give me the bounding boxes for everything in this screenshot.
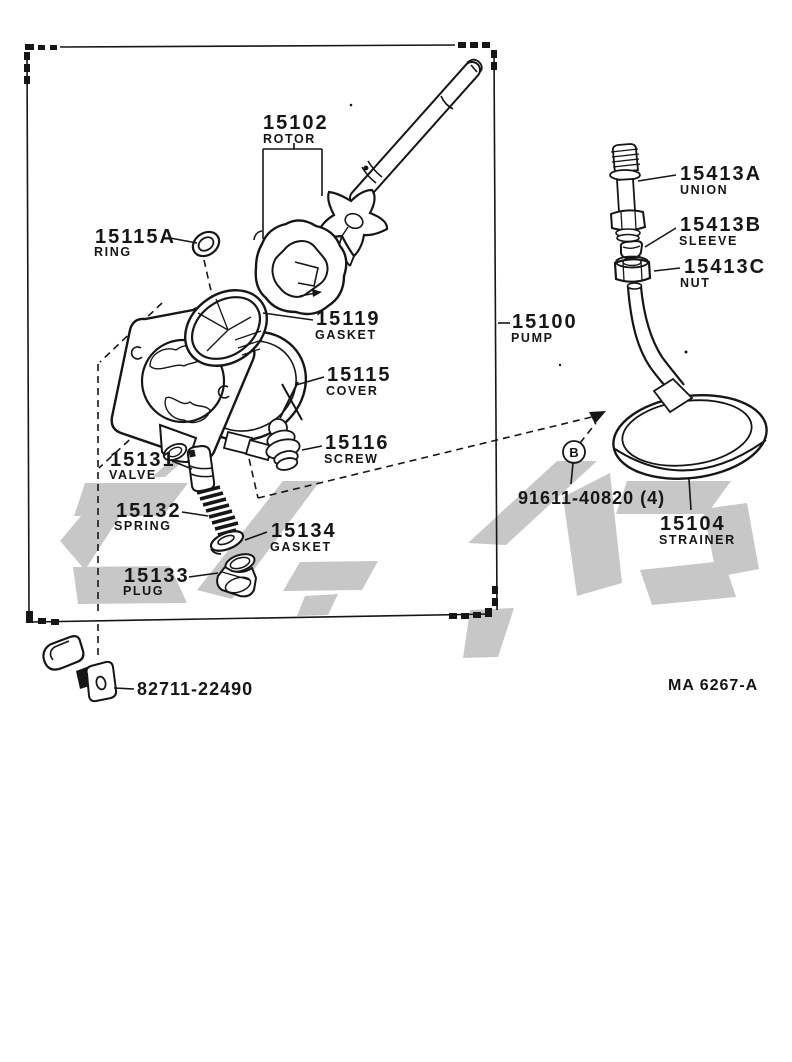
- watermark-logo: [60, 454, 759, 658]
- part-number-sleeve: 15413B: [680, 214, 763, 236]
- rotor-shaft-drawing: [358, 60, 482, 198]
- part-number-screw: 15116: [325, 432, 390, 454]
- part-name-strainer: STRAINER: [659, 533, 736, 547]
- part-number-valve: 15131: [110, 449, 176, 471]
- part-name-ring: RING: [94, 245, 132, 259]
- part-number-gasket-15134: 15134: [271, 520, 337, 542]
- inner-rotor-drawing: [254, 220, 346, 314]
- part-name-spring: SPRING: [114, 519, 172, 533]
- part-number-strainer: 15104: [660, 513, 726, 535]
- part-number-nut: 15413C: [684, 256, 767, 278]
- union-drawing: [610, 144, 645, 242]
- pipe-drawing: [628, 283, 693, 412]
- part-number-union: 15413A: [680, 163, 763, 185]
- part-number-cover: 15115: [327, 364, 392, 386]
- part-name-union: UNION: [680, 183, 729, 197]
- sleeve-drawing: [621, 241, 642, 258]
- part-name-valve: VALVE: [109, 468, 157, 482]
- assembly-direction-arrowhead: [589, 411, 606, 424]
- assembly-name: PUMP: [511, 331, 554, 345]
- assembly-number: 15100: [512, 311, 578, 333]
- screw-drawing: [264, 419, 301, 472]
- part-name-gasket-15119: GASKET: [315, 328, 377, 342]
- bracket-part-number: 82711-22490: [137, 679, 254, 699]
- part-name-cover: COVER: [326, 384, 379, 398]
- part-number-gasket-15119: 15119: [316, 308, 381, 330]
- ring-drawing: [188, 227, 224, 261]
- part-number-ring: 15115A: [95, 226, 176, 248]
- part-name-nut: NUT: [680, 276, 711, 290]
- figure-code: MA 6267-A: [668, 677, 759, 694]
- part-number-spring: 15132: [116, 500, 182, 522]
- hardware-symbol: B: [569, 445, 579, 460]
- strainer-drawing: [609, 387, 772, 487]
- part-name-sleeve: SLEEVE: [679, 234, 738, 248]
- nut-drawing: [615, 257, 650, 282]
- spring-drawing: [197, 487, 238, 535]
- part-name-rotor: ROTOR: [263, 132, 316, 146]
- bracket-drawing: [43, 636, 116, 701]
- part-name-gasket-15134: GASKET: [270, 540, 332, 554]
- part-number-rotor: 15102: [263, 112, 329, 134]
- part-name-screw: SCREW: [324, 452, 379, 466]
- hardware-part-number: 91611-40820 (4): [518, 488, 666, 508]
- part-name-plug: PLUG: [123, 584, 165, 598]
- part-number-plug: 15133: [124, 565, 190, 587]
